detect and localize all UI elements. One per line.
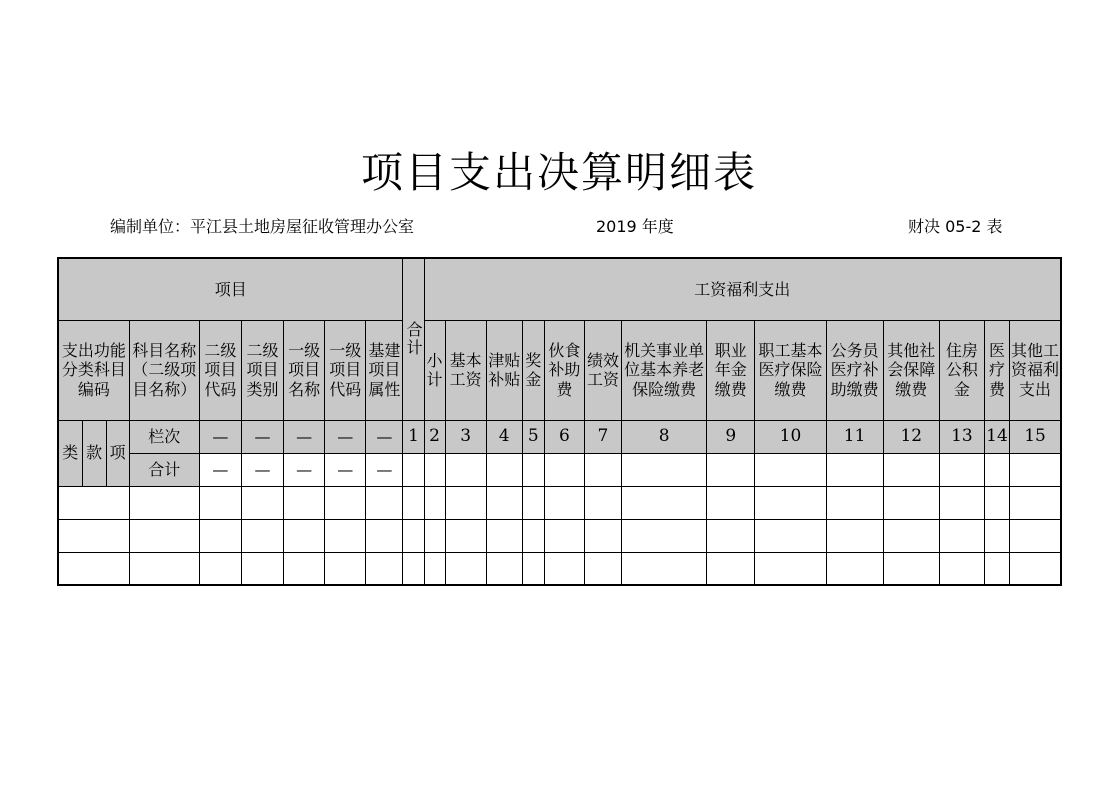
l2-type-header: 二级项目类别 <box>241 320 283 420</box>
salary-col-header: 小计 <box>424 320 445 420</box>
value-cell <box>755 453 826 486</box>
code-cell <box>58 519 129 552</box>
table-row <box>58 519 1061 552</box>
dash-cell: — <box>284 420 325 453</box>
lanci-number: 10 <box>755 420 826 453</box>
dash-cell: — <box>241 453 283 486</box>
lanci-number: 1 <box>403 420 424 453</box>
form-code: 财决 05-2 表 <box>908 217 1003 236</box>
lanci-number: 9 <box>707 420 755 453</box>
value-cell <box>424 453 445 486</box>
salary-col-header: 其他工资福利支出 <box>1010 320 1061 420</box>
name-cell <box>129 519 199 552</box>
l2-code-header: 二级项目代码 <box>199 320 241 420</box>
expenditure-table <box>57 257 1062 586</box>
dash-cell: — <box>199 420 241 453</box>
dash-cell: — <box>325 453 366 486</box>
code-cell <box>58 552 129 585</box>
lanci-number: 7 <box>584 420 621 453</box>
l1-code-header: 一级项目代码 <box>325 320 366 420</box>
lanci-number: 11 <box>826 420 883 453</box>
value-cell <box>403 453 424 486</box>
value-cell <box>707 453 755 486</box>
value-cell <box>883 453 939 486</box>
dash-cell: — <box>199 453 241 486</box>
class-label: 类 <box>58 420 82 486</box>
value-cell <box>984 453 1009 486</box>
salary-header: 工资福利支出 <box>424 258 1061 320</box>
salary-col-header: 奖金 <box>522 320 544 420</box>
dash-cell: — <box>284 453 325 486</box>
lanci-number: 13 <box>939 420 984 453</box>
lanci-number: 5 <box>522 420 544 453</box>
page-title: 项目支出决算明细表 <box>360 148 757 197</box>
salary-col-header: 伙食补助费 <box>544 320 584 420</box>
salary-col-header: 医疗费 <box>984 320 1009 420</box>
value-cell <box>826 453 883 486</box>
class-label: 项 <box>106 420 129 486</box>
lanci-number: 2 <box>424 420 445 453</box>
dash-cell: — <box>366 453 403 486</box>
code-cell <box>58 486 129 519</box>
dash-cell: — <box>325 420 366 453</box>
value-cell <box>522 453 544 486</box>
dash-cell: — <box>241 420 283 453</box>
subject-name-header: 科目名称（二级项目名称） <box>129 320 199 420</box>
value-cell <box>939 453 984 486</box>
salary-col-header: 基本工资 <box>445 320 486 420</box>
class-label: 款 <box>82 420 106 486</box>
lanci-number: 3 <box>445 420 486 453</box>
value-cell <box>486 453 522 486</box>
salary-col-header: 机关事业单位基本养老保险缴费 <box>622 320 707 420</box>
compiling-unit: 编制单位：平江县土地房屋征收管理办公室 <box>110 217 415 236</box>
value-cell <box>622 453 707 486</box>
fiscal-year: 2019 年度 <box>596 217 674 236</box>
build-attr-header: 基建项目属性 <box>366 320 403 420</box>
salary-col-header: 津贴补贴 <box>486 320 522 420</box>
salary-col-header: 职业年金缴费 <box>707 320 755 420</box>
lanci-number: 12 <box>883 420 939 453</box>
name-cell <box>129 486 199 519</box>
salary-col-header: 职工基本医疗保险缴费 <box>755 320 826 420</box>
name-cell <box>129 552 199 585</box>
table-row <box>58 552 1061 585</box>
salary-col-header: 住房公积金 <box>939 320 984 420</box>
project-header: 项目 <box>58 258 403 320</box>
lanci-number: 4 <box>486 420 522 453</box>
lanci-number: 8 <box>622 420 707 453</box>
func-code-header: 支出功能分类科目编码 <box>58 320 129 420</box>
value-cell <box>544 453 584 486</box>
heji-label: 合计 <box>129 453 199 486</box>
l1-name-header: 一级项目名称 <box>284 320 325 420</box>
lanci-number: 15 <box>1010 420 1061 453</box>
table-row <box>58 486 1061 519</box>
total-header: 合计 <box>403 258 424 420</box>
lanci-label: 栏次 <box>129 420 199 453</box>
lanci-number: 14 <box>984 420 1009 453</box>
lanci-number: 6 <box>544 420 584 453</box>
value-cell <box>445 453 486 486</box>
value-cell <box>584 453 621 486</box>
value-cell <box>1010 453 1061 486</box>
dash-cell: — <box>366 420 403 453</box>
salary-col-header: 其他社会保障缴费 <box>883 320 939 420</box>
salary-col-header: 绩效工资 <box>584 320 621 420</box>
salary-col-header: 公务员医疗补助缴费 <box>826 320 883 420</box>
